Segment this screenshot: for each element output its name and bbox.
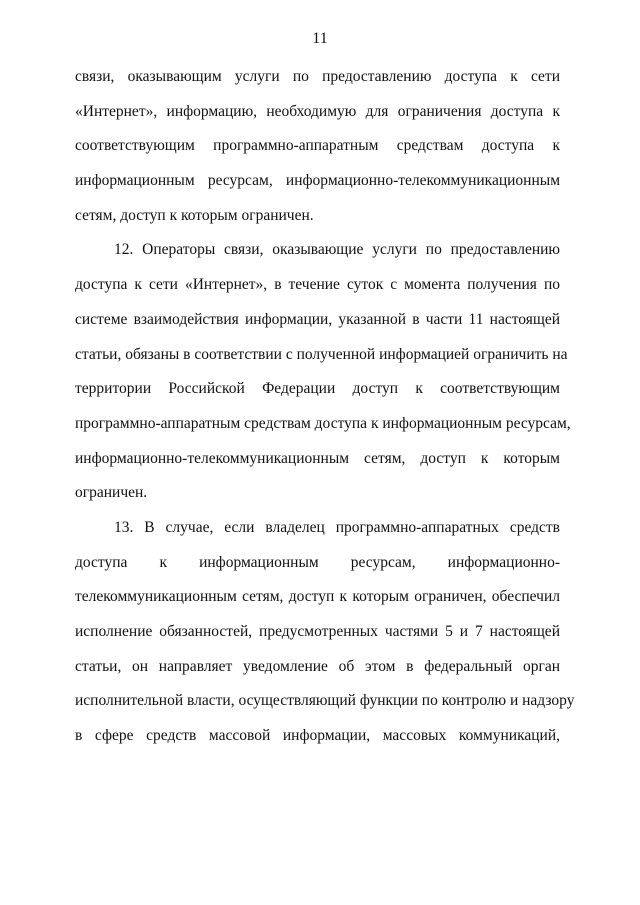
text-line: соответствующим программно-аппаратным средствам доступа к [75,137,560,155]
paragraph [75,517,575,760]
text-line: статьи, он направляет уведомление об этом в федеральный орган [75,657,560,675]
text-line: программно-аппаратным средствам доступа к информационным ресурсам, [75,414,571,432]
text-line: в сфере средств массовой информации, массовых коммуникаций, [75,727,560,745]
text-line: «Интернет», информацию, необходимую для ограничения доступа к [75,102,560,120]
text-line: 12. Операторы связи, оказывающие услуги по предоставлению [114,241,560,259]
text-line: сетям, доступ к которым ограничен. [75,206,314,224]
text-line: доступа к сети «Интернет», в течение суток с момента получения по [75,276,560,294]
page-number: 11 [312,30,328,47]
text-line: информационным ресурсам, информационно-телекоммуникационным [75,172,560,190]
text-line: связи, оказывающим услуги по предоставлению доступа к сети [75,68,560,85]
text-line: 13. В случае, если владелец программно-аппаратных средств [114,518,560,536]
text-line: статьи, обязаны в соответствии с полученной информацией ограничить на [75,345,568,363]
text-line: исполнительной власти, осуществляющий функции по контролю и надзору [75,692,575,710]
document-body [75,66,575,760]
text-line: информационно-телекоммуникационным сетям, доступ к которым [75,449,560,467]
text-line: исполнение обязанностей, предусмотренных частями 5 и 7 настоящей [75,623,560,640]
text-line: системе взаимодействия информации, указанной в части 11 настоящей [75,310,560,328]
paragraph [75,239,571,517]
paragraph [75,66,560,239]
text-line: территории Российской Федерации доступ к соответствующим [75,380,560,398]
text-line: телекоммуникационным сетям, доступ к которым ограничен, обеспечил [75,588,560,606]
text-line: ограничен. [75,484,148,502]
text-line: доступа к информационным ресурсам, информационно- [75,553,560,571]
